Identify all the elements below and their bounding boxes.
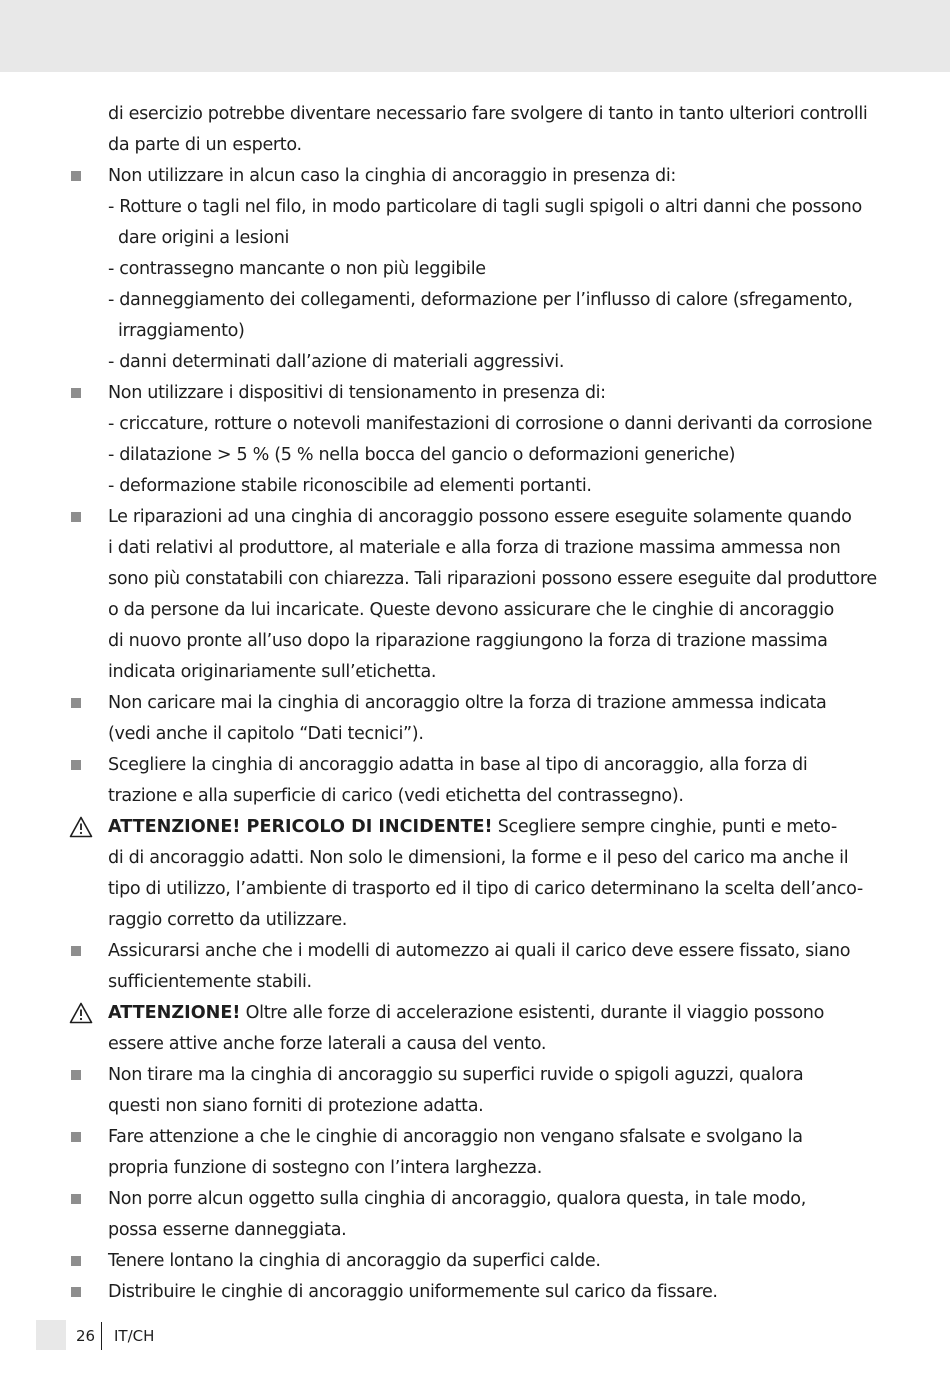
text-line: - danneggiamento dei collegamenti, deformazione per l’influsso di calore (sfregamento, [108, 290, 853, 310]
bullet-marker [71, 512, 81, 522]
text-line: raggio corretto da utilizzare. [108, 910, 348, 930]
bullet-marker [71, 698, 81, 708]
text-line: i dati relativi al produttore, al materiale e alla forza di trazione massima ammessa non [108, 538, 841, 558]
bullet-line: Assicurarsi anche che i modelli di automezzo ai quali il carico deve essere fissato, siano [108, 941, 851, 961]
text-line: - dilatazione > 5 % (5 % nella bocca del gancio o deformazioni generiche) [108, 445, 736, 465]
warning-label: ATTENZIONE! [108, 1003, 241, 1023]
bullet-line: Fare attenzione a che le cinghie di ancoraggio non vengano sfalsate e svolgano la [108, 1127, 803, 1147]
page-number: 26 [76, 1327, 96, 1345]
warning-text: Oltre alle forze di accelerazione esistenti, durante il viaggio possono [240, 1003, 824, 1023]
text-line: questi non siano forniti di protezione adatta. [108, 1096, 484, 1116]
text-line: da parte di un esperto. [108, 135, 302, 155]
bullet-marker [71, 388, 81, 398]
bullet-marker [71, 171, 81, 181]
page-header-band [0, 0, 950, 72]
bullet-line: Non utilizzare in alcun caso la cinghia di ancoraggio in presenza di: [108, 166, 676, 186]
text-line: - danni determinati dall’azione di materiali aggressivi. [108, 352, 565, 372]
bullet-line: Le riparazioni ad una cinghia di ancoraggio possono essere eseguite solamente quando [108, 507, 852, 527]
text-line: sufficientemente stabili. [108, 972, 312, 992]
text-line: indicata originariamente sull’etichetta. [108, 662, 437, 682]
text-line: - criccature, rotture o notevoli manifestazioni di corrosione o danni derivanti da corrosione [108, 414, 873, 434]
warning-label: ATTENZIONE! PERICOLO DI INCIDENTE! [108, 817, 493, 837]
bullet-line: Non utilizzare i dispositivi di tensionamento in presenza di: [108, 383, 606, 403]
text-line: dare origini a lesioni [118, 228, 290, 248]
text-line: o da persone da lui incaricate. Queste devono assicurare che le cinghie di ancoraggio [108, 600, 834, 620]
text-line: di nuovo pronte all’uso dopo la riparazione raggiungono la forza di trazione massima [108, 631, 828, 651]
text-line: - deformazione stabile riconoscibile ad elementi portanti. [108, 476, 592, 496]
warning-triangle-icon [69, 1002, 93, 1024]
text-line: essere attive anche forze laterali a causa del vento. [108, 1034, 547, 1054]
bullet-line: Non porre alcun oggetto sulla cinghia di ancoraggio, qualora questa, in tale modo, [108, 1189, 806, 1209]
warning-line [108, 998, 824, 1029]
text-line: possa esserne danneggiata. [108, 1220, 347, 1240]
warning-text: Scegliere sempre cinghie, punti e meto- [492, 817, 837, 837]
bullet-line: Non tirare ma la cinghia di ancoraggio su superfici ruvide o spigoli aguzzi, qualora [108, 1065, 804, 1085]
bullet-marker [71, 1132, 81, 1142]
text-line: sono più constatabili con chiarezza. Tali riparazioni possono essere eseguite dal produttore [108, 569, 877, 589]
bullet-line: Non caricare mai la cinghia di ancoraggio oltre la forza di trazione ammessa indicata [108, 693, 827, 713]
bullet-line: Tenere lontano la cinghia di ancoraggio da superfici calde. [108, 1251, 601, 1271]
text-line: (vedi anche il capitolo “Dati tecnici”). [108, 724, 424, 744]
text-line: di di ancoraggio adatti. Non solo le dimensioni, la forme e il peso del carico ma anche il [108, 848, 849, 868]
text-line: - contrassegno mancante o non più leggibile [108, 259, 486, 279]
text-line: - Rotture o tagli nel filo, in modo particolare di tagli sugli spigoli o altri danni che possono [108, 197, 862, 217]
text-line: irraggiamento) [118, 321, 245, 341]
warning-line [108, 812, 837, 843]
footer-marker [36, 1320, 66, 1350]
text-line: trazione e alla superficie di carico (vedi etichetta del contrassegno). [108, 786, 684, 806]
bullet-line: Scegliere la cinghia di ancoraggio adatta in base al tipo di ancoraggio, alla forza di [108, 755, 808, 775]
text-line: tipo di utilizzo, l’ambiente di trasporto ed il tipo di carico determinano la scelta dell’anco- [108, 879, 863, 899]
page-language: IT/CH [114, 1327, 155, 1345]
bullet-marker [71, 1256, 81, 1266]
warning-triangle-icon [69, 816, 93, 838]
bullet-marker [71, 1287, 81, 1297]
bullet-line: Distribuire le cinghie di ancoraggio uniformemente sul carico da fissare. [108, 1282, 718, 1302]
text-line: propria funzione di sostegno con l’intera larghezza. [108, 1158, 542, 1178]
bullet-marker [71, 760, 81, 770]
footer-divider [101, 1322, 102, 1350]
bullet-marker [71, 946, 81, 956]
text-line: di esercizio potrebbe diventare necessario fare svolgere di tanto in tanto ulteriori controlli [108, 104, 868, 124]
bullet-marker [71, 1194, 81, 1204]
bullet-marker [71, 1070, 81, 1080]
